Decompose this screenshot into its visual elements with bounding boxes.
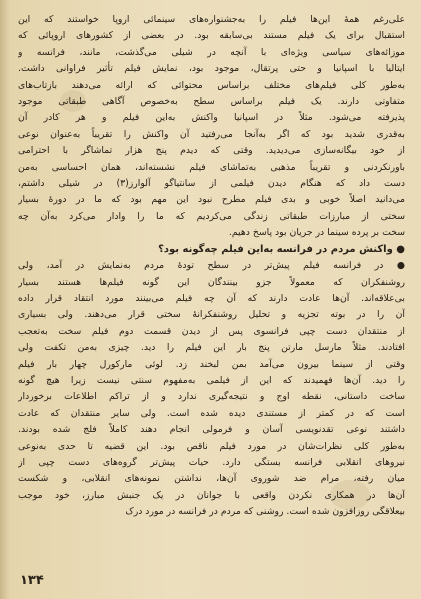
text-line: وقتی از سینما بیرون می‌آمد بمن لبخند زد. لوئی مارکورل چهار بار فیلم bbox=[18, 358, 405, 370]
text-line: می‌دانید اصلاً خوبی و بدی فیلم مطرح نبود این مهم بود که ما در دورهٔ بسیار bbox=[18, 194, 405, 206]
text-line: ساخت داستانی، نقطه اوج و نتیجه‌گیری ندارد و از تراکم اطلاعات برخوردار bbox=[18, 391, 405, 403]
page-number: ۱۳۴ bbox=[20, 573, 44, 588]
section-heading: ● واکنش مردم در فرانسه به‌این فیلم چه‌گونه بود؟ bbox=[158, 243, 405, 255]
text-line: داشتند نوعی تقدنویسی آسان و فرمولی انجام دهند کاملاً فلج شده بودند. bbox=[18, 424, 405, 436]
text-line: روشنفکران که معمولاً جزو بینندگان این گونه فیلم‌ها هستند بسیار bbox=[18, 276, 405, 288]
text-line: ایتالیا با اسپانیا و حتی پرتقال، موجود بود، نمایش فیلم تأثیر فراوانی داشت. bbox=[18, 63, 405, 75]
text-line: باورنکردنی و تقریباً مذهبی به‌تماشای فیلم نشسته‌اند، همان احساسی به‌من bbox=[18, 161, 405, 173]
text-line: آن‌ها در همکاری نکردن واقعی با جوانان در یک جنبش مبارز، خود موجب bbox=[18, 489, 405, 501]
text-line: افتادند. مثلاً مارسل مارتن پنج بار این فیلم را دید. چیزی به‌من تکفت ولی bbox=[18, 342, 405, 354]
text-line: از منتقدان دست چپی فرانسوی پس از دیدن قسمت دوم فیلم سخت به‌تعجب bbox=[18, 325, 405, 337]
text-line: بیعلاقگی روزافزون شده است. روشنی که مردم در فرانسه در مورد درک bbox=[125, 506, 405, 518]
text-line: بی‌علاقه‌اند. آن‌ها عادت دارند که آن چه فیلم می‌بینند مورد انتقاد قرار داده bbox=[18, 292, 405, 304]
text-line: میان رفته، مرام ضد شوروی آن‌ها، نداشتن نمونه‌های انقلابی، و شکست bbox=[18, 473, 405, 485]
text-line: متفاوتی دارند. یک فیلم براساس سطح به‌خصوص آگاهی طبقاتی موجود bbox=[18, 96, 405, 108]
text-line: دست داد که هنگام دیدن فیلمی از سانتیاگو آلوارز(۳) در شیلی داشتم، bbox=[18, 178, 405, 190]
text-line: نیروهای انقلابی فرانسه بستگی دارد. حیات پیش‌تر گروه‌های دست چپی از bbox=[18, 456, 405, 468]
text-line: را دید. آن‌ها فهمیدند که این از فیلمی به‌مفهوم سنتی نیست زیرا هیچ گونه bbox=[18, 374, 405, 386]
text-line: سخت بر پرده سینما در جریان بود پاسخ دهیم. bbox=[228, 227, 405, 239]
page-binding-shadow bbox=[0, 0, 10, 599]
text-line: پذیرفته می‌شود. مثلاً در اسپانیا واکنش به‌این فیلم و هر کادر آن bbox=[18, 112, 405, 124]
text-line: به‌قدری شدید بود که اگر به‌آنجا می‌رفتید آن واکنش را تقریباً به‌عنوان نوعی bbox=[18, 128, 405, 140]
text-line: است که در کمتر از مستندی دیده شده است. ولی سایر منتقدان که عادت bbox=[18, 407, 405, 419]
text-line: به‌طور کلی نظرات‌شان در مورد فیلم ناقص بود. این قضیه تا حدی به‌نوعی bbox=[18, 440, 405, 452]
text-line: به‌طور کلی فیلم‌های مختلف براساس محتوائی که ارائه می‌دهند بازتاب‌های bbox=[18, 79, 405, 91]
text-line: سختی از مبارزات طبقاتی زندگی می‌کردیم که ما را وادار می‌کرد به‌آن چه bbox=[18, 210, 405, 222]
text-line: آن را در بوته تجزیه و تحلیل روشنفکرانهٔ سختی قرار می‌دهند. ولی بسیاری bbox=[18, 309, 405, 321]
text-line: علی‌رغم همهٔ این‌ها فیلم را به‌جشنواره‌های سینمائی اروپا خواستند که این bbox=[18, 14, 405, 25]
text-line: از خود بیگانه‌سازی می‌دیدید. وقتی که دیدم پنج هزار تماشاگر با احترامی bbox=[18, 145, 405, 157]
body-text bbox=[18, 12, 405, 574]
text-line: ● در فرانسه فیلم پیش‌تر در سطح تودهٔ مردم به‌نمایش در آمد، ولی bbox=[18, 260, 405, 272]
text-line: استقبال برای یک فیلم مستند بی‌سابقه بود. در بعضی از کشورهای اروپائی که bbox=[18, 30, 405, 42]
text-line: موزائه‌های سیاسی ویژه‌ای با آنچه در شیلی می‌گذشت، مانند، فرانسه و bbox=[18, 46, 405, 58]
